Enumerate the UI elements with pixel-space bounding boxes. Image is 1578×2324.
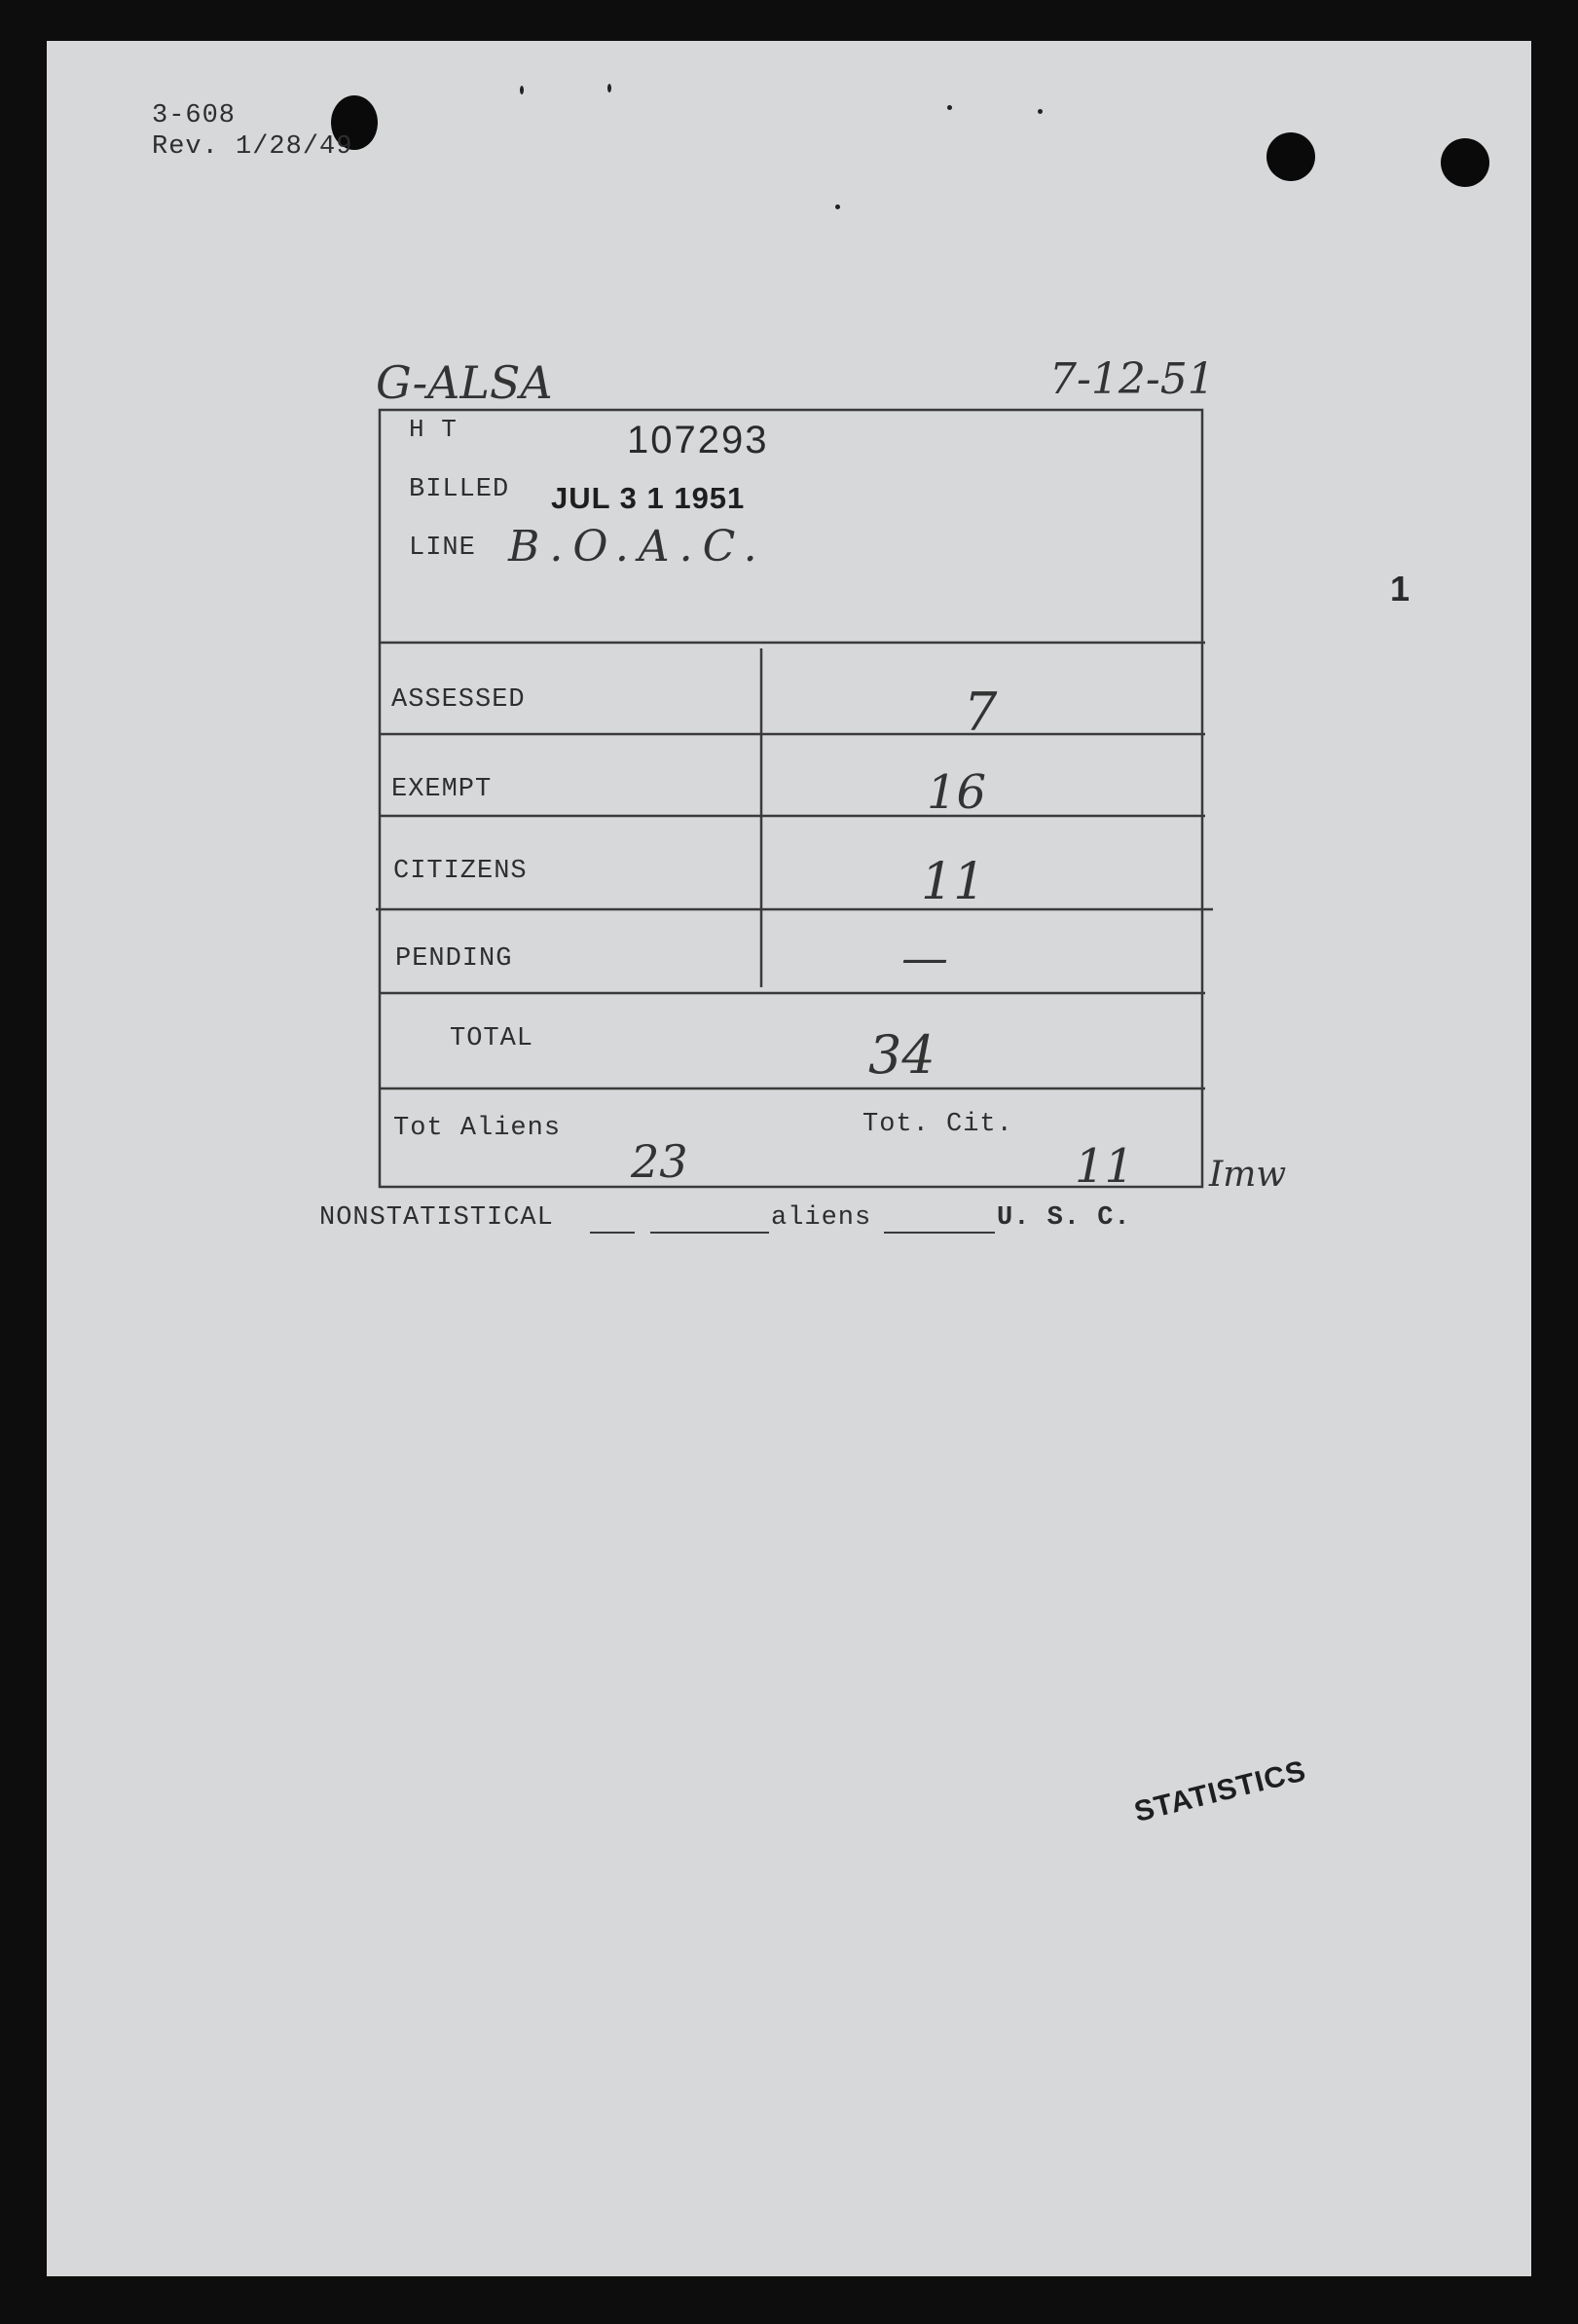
initials: Imw (1209, 1155, 1287, 1195)
usc-label: U. S. C. (997, 1203, 1131, 1233)
tot-aliens-label: Tot Aliens (393, 1114, 562, 1143)
exempt-label: EXEMPT (391, 775, 493, 804)
aliens-label: aliens (771, 1203, 872, 1233)
page-number: 1 (1390, 569, 1411, 609)
handwritten-date: 7-12-51 (1049, 354, 1215, 404)
assessed-label: ASSESSED (391, 685, 526, 715)
total-label: TOTAL (450, 1024, 534, 1053)
total-value: 34 (868, 1024, 936, 1086)
exempt-value: 16 (927, 765, 987, 820)
tot-aliens-value: 23 (631, 1135, 688, 1188)
nonstatistical-label: NONSTATISTICAL (319, 1203, 554, 1233)
form-revision: Rev. 1/28/49 (152, 132, 353, 162)
billed-label: BILLED (409, 475, 510, 504)
ht-label: H T (409, 415, 458, 444)
billed-date-stamp: JUL 3 1 1951 (551, 481, 746, 515)
assessed-value: 7 (964, 682, 998, 743)
line-label: LINE (409, 534, 476, 563)
citizens-label: CITIZENS (393, 857, 528, 886)
line-value: B.O.A.C. (508, 522, 767, 572)
handwritten-registration: G-ALSA (376, 356, 553, 409)
tot-cit-value: 11 (1075, 1139, 1135, 1194)
tot-cit-label: Tot. Cit. (862, 1110, 1013, 1139)
citizens-value: 11 (921, 853, 986, 911)
statistics-stamp: STATISTICS (1131, 1754, 1310, 1829)
pending-value: — (901, 931, 948, 985)
ht-number: 107293 (627, 419, 769, 461)
form-number: 3-608 (152, 101, 237, 130)
pending-label: PENDING (395, 944, 513, 974)
